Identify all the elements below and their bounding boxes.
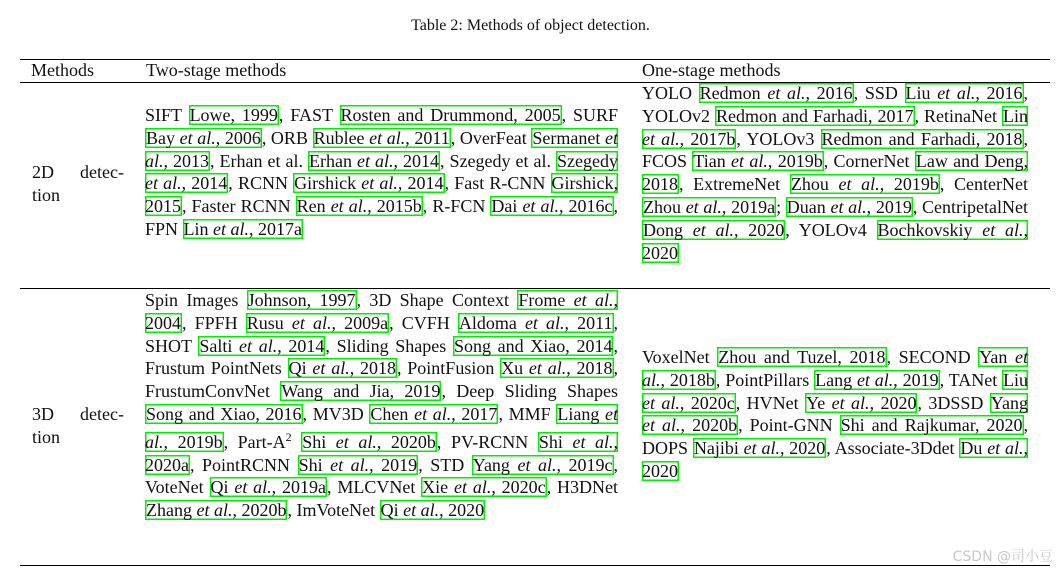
citation-link[interactable]: Sermanet et al., 2013	[145, 127, 618, 171]
citation-link[interactable]: Rusu et al., 2009a	[246, 312, 389, 333]
citation-link[interactable]: Shi et al., 2020a	[145, 431, 619, 475]
citation-link[interactable]: Dong et al., 2020	[643, 219, 785, 240]
citation-link[interactable]: Shi and Rajkumar, 2020	[840, 415, 1023, 436]
citation-link[interactable]: Girshick, 2015	[145, 173, 618, 217]
citation-link[interactable]: Erhan et al., 2014	[309, 150, 440, 171]
citation-link[interactable]: Lin et al., 2017a	[183, 218, 303, 239]
row-label-2d: 2D detec- tion	[32, 162, 124, 205]
citation-link[interactable]: Xu et al., 2018	[501, 358, 613, 379]
citation-link[interactable]: Law and Deng, 2018	[642, 151, 1028, 195]
citation-link[interactable]: Qi et al., 2018	[288, 358, 396, 379]
citation-link[interactable]: Liang et al., 2019b	[145, 403, 618, 452]
citation-link[interactable]: Bochkovskiy et al., 2020	[642, 219, 1029, 263]
citation-link[interactable]: Bay et al., 2006	[146, 127, 261, 148]
citation-link[interactable]: Zhou et al., 2019a	[643, 196, 776, 217]
citation-link[interactable]: Redmon and Farhadi, 2017	[716, 105, 914, 126]
citation-link[interactable]: Qi et al., 2020	[380, 500, 485, 521]
csdn-watermark: CSDN @司小豆	[952, 549, 1053, 565]
citation-link[interactable]: Wang and Jia, 2019	[281, 381, 441, 402]
citation-link[interactable]: Song and Xiao, 2016	[146, 403, 302, 424]
citation-link[interactable]: Salti et al., 2014	[199, 335, 325, 356]
citation-link[interactable]: Lin et al., 2017b	[642, 105, 1028, 149]
superscript: 2	[285, 429, 292, 444]
citation-link[interactable]: Frome et al., 2004	[145, 290, 618, 333]
header-two-stage: Two-stage methods	[146, 60, 287, 80]
citation-link[interactable]: Ye et al., 2020	[806, 392, 917, 413]
cell-2d-two-stage: SIFT Lowe, 1999, FAST Rosten and Drummond, 2005, SURF Bay et al., 2006, ORB Rublee et al., 2011, OverFeat Sermanet et al., 2013, Erhan et al. Erhan et al., 2014, Szegedy et al. Szegedy et al., 2014, RCNN Girshick et al., 2014, Fast R-CNN Girshick, 2015, Faster RCNN Ren et al., 2015b, R-FCN Dai et al., 2016c, FPN Lin et al., 2017a	[145, 105, 619, 239]
citation-link[interactable]: Yang et al., 2019c	[472, 454, 613, 475]
citation-link[interactable]: Qi et al., 2019a	[210, 477, 326, 498]
citation-link[interactable]: Ren et al., 2015b	[296, 196, 422, 217]
cell-3d-two-stage: Spin Images Johnson, 1997, 3D Shape Context Frome et al., 2004, FPFH Rusu et al., 2009a, CVFH Aldoma et al., 2011, SHOT Salti et al., 2014, Sliding Shapes Song and Xiao, 2014, Frustum PointNets Qi et al., 2018, PointFusion Xu et al., 2018, FrustumConvNet Wang and Jia, 2019, Deep Sliding Shapes Song and Xiao, 2016, MV3D Chen et al., 2017, MMF Liang et al., 2019b, Part-$A^2$ Shi et al., 2020b, PV-RCNN Shi et al., 2020a, PointRCNN Shi et al., 2019, STD Yang et al., 2019c, VoteNet Qi et al., 2019a, MLCVNet Xie et al., 2020c, H3DNet Zhang et al., 2020b, ImVoteNet Qi et al., 2020	[145, 290, 619, 521]
citation-link[interactable]: Aldoma et al., 2011	[458, 312, 613, 333]
citation-link[interactable]: Yan et al., 2018b	[642, 347, 1028, 390]
cell-3d-one-stage: VoxelNet Zhou and Tuzel, 2018, SECOND Yan et al., 2018b, PointPillars Lang et al., 2019, TANet Liu et al., 2020c, HVNet Ye et al., 2020, 3DSSD Yang et al., 2020b, Point-GNN Shi and Rajkumar, 2020, DOPS Najibi et al., 2020, Associate-3Ddet Du et al., 2020	[642, 347, 1029, 481]
cell-2d-one-stage: YOLO Redmon et al., 2016, SSD Liu et al., 2016, YOLOv2 Redmon and Farhadi, 2017, RetinaNet Lin et al., 2017b, YOLOv3 Redmon and Farhadi, 2018, FCOS Tian et al., 2019b, CornerNet Law and Deng, 2018, ExtremeNet Zhou et al., 2019b, CenterNet Zhou et al., 2019a; Duan et al., 2019, CentripetalNet Dong et al., 2020, YOLOv4 Bochkovskiy et al., 2020	[642, 83, 1029, 263]
citation-link[interactable]: Tian et al., 2019b	[693, 151, 823, 172]
citation-link[interactable]: Chen et al., 2017	[370, 403, 498, 424]
citation-link[interactable]: Shi et al., 2020b	[302, 431, 436, 452]
citation-link[interactable]: Girshick et al., 2014	[294, 173, 444, 194]
table-caption: Table 2: Methods of object detection.	[411, 17, 650, 34]
citation-link[interactable]: Dai et al., 2016c	[491, 196, 613, 217]
row-label-3d: 3D detec- tion	[32, 404, 124, 447]
citation-link[interactable]: Yang et al., 2020b	[642, 392, 1028, 436]
citation-link[interactable]: Xie et al., 2020c	[422, 477, 546, 498]
citation-link[interactable]: Duan et al., 2019	[786, 196, 912, 217]
citation-link[interactable]: Song and Xiao, 2014	[453, 335, 613, 356]
citation-link[interactable]: Rosten and Drummond, 2005	[340, 105, 561, 125]
citation-link[interactable]: Du et al., 2020	[642, 438, 1028, 481]
citation-link[interactable]: Liu et al., 2016	[905, 83, 1023, 103]
header-methods: Methods	[31, 60, 94, 80]
citation-link[interactable]: Liu et al., 2020c	[642, 369, 1029, 413]
citation-link[interactable]: Redmon et al., 2016	[699, 83, 853, 103]
citation-link[interactable]: Zhou et al., 2019b	[790, 174, 939, 195]
citation-link[interactable]: Johnson, 1997	[247, 290, 356, 310]
citation-link[interactable]: Zhou and Tuzel, 2018	[718, 347, 886, 367]
table-bottom-rule	[20, 565, 1050, 566]
citation-link[interactable]: Rublee et al., 2011	[313, 127, 450, 148]
citation-link[interactable]: Lowe, 1999	[189, 105, 278, 125]
citation-link[interactable]: Szegedy et al., 2014	[145, 150, 619, 194]
citation-link[interactable]: Najibi et al., 2020	[693, 438, 826, 459]
citation-link[interactable]: Lang et al., 2019	[815, 369, 939, 390]
citation-link[interactable]: Redmon and Farhadi, 2018	[821, 128, 1023, 149]
citation-link[interactable]: Zhang et al., 2020b	[146, 500, 287, 521]
citation-link[interactable]: Shi et al., 2019	[298, 454, 418, 475]
header-one-stage: One-stage methods	[642, 60, 781, 80]
